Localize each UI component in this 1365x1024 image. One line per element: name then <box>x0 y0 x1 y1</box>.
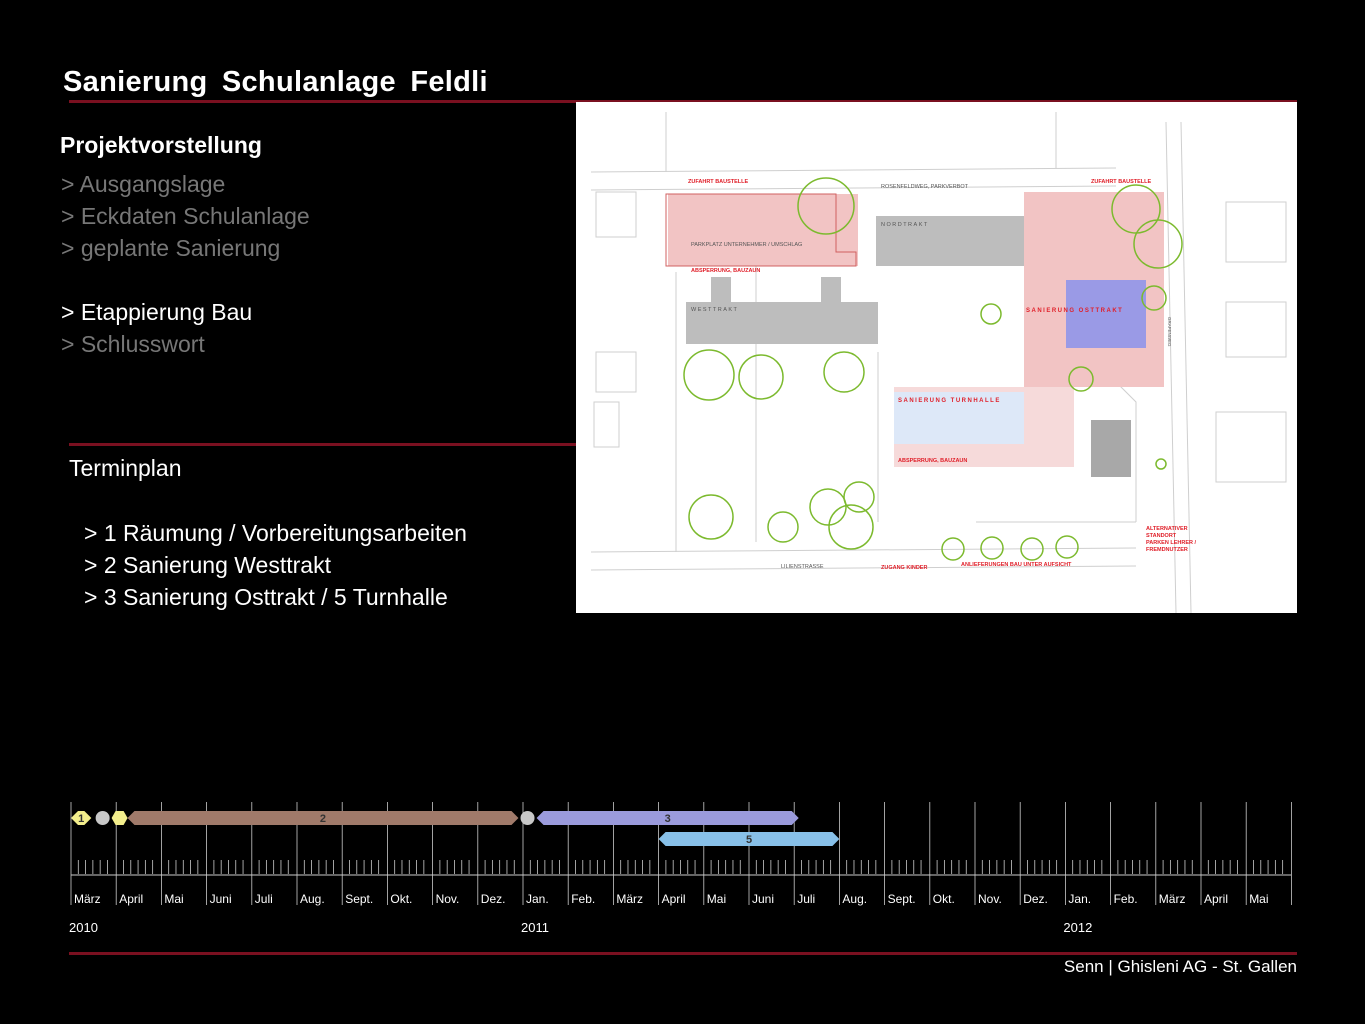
section-subtitle: Projektvorstellung <box>60 132 262 158</box>
month-label: Mai <box>1249 892 1269 906</box>
building-annex <box>1091 420 1131 477</box>
label-zufahrt-left: ZUFAHRT BAUSTELLE <box>688 179 749 185</box>
year-label: 2012 <box>1063 920 1093 935</box>
label-zufahrt-right: ZUFAHRT BAUSTELLE <box>1091 179 1152 185</box>
month-label: März <box>1158 892 1186 906</box>
label-sanierung-osttrakt: SANIERUNG OSTTRAKT <box>1026 308 1124 314</box>
parkplatz-zone <box>668 194 858 266</box>
month-label: Mai <box>706 892 727 906</box>
month-label: Dez. <box>480 892 506 906</box>
phase-bar-label: 2 <box>319 813 327 825</box>
month-label: Jan. <box>526 892 549 906</box>
label-street-bottom: LILIENSTRASSE <box>781 564 824 570</box>
label-parken: PARKEN LEHRER / <box>1146 540 1197 546</box>
milestone-diamond <box>112 811 128 825</box>
building-osttrakt <box>1066 280 1146 348</box>
month-label: Dez. <box>1023 892 1048 906</box>
month-label: Juni <box>752 892 775 906</box>
month-label: Jan. <box>1068 892 1092 906</box>
label-nordtrakt: NORDTRAKT <box>881 222 929 228</box>
nav-item-schlusswort[interactable]: > Schlusswort <box>61 331 205 357</box>
label-westtrakt: WESTTRAKT <box>691 307 739 313</box>
label-street-top: ROSENFELDWEG, PARKVERBOT <box>881 184 968 190</box>
label-sanierung-turnhalle: SANIERUNG TURNHALLE <box>898 398 1001 404</box>
month-label: März <box>616 892 644 906</box>
page-title: Sanierung Schulanlage Feldli <box>63 66 488 98</box>
label-standort: STANDORT <box>1146 533 1177 539</box>
label-absperrung-bottom: ABSPERRUNG, BAUZAUN <box>898 458 968 464</box>
terminplan-heading: Terminplan <box>69 455 182 481</box>
label-street-right: GRAFENWEG <box>1167 317 1172 347</box>
middle-rule <box>69 443 579 446</box>
month-label: April <box>1204 892 1229 906</box>
month-label: Sept. <box>345 892 374 906</box>
label-anlieferungen: ANLIEFERUNGEN BAU UNTER AUFSICHT <box>961 562 1072 568</box>
phase-item-1: > 1 Räumung / Vorbereitungsarbeiten <box>84 520 467 546</box>
label-fremdnutzer: FREMDNUTZER <box>1146 547 1188 553</box>
month-label: Okt. <box>390 892 413 906</box>
label-absperrung-top: ABSPERRUNG, BAUZAUN <box>691 268 761 274</box>
timeline <box>0 790 1365 940</box>
label-parkplatz: PARKPLATZ UNTERNEHMER / UMSCHLAG <box>691 242 803 248</box>
milestone-circle <box>96 811 110 825</box>
phase-bar-label: 5 <box>745 834 753 846</box>
phase-bar-label: 1 <box>78 813 85 825</box>
month-label: Nov. <box>978 892 1002 906</box>
label-alternativer: ALTERNATIVER <box>1146 526 1188 532</box>
year-label: 2011 <box>521 920 549 935</box>
footer-rule <box>69 952 1297 955</box>
phase-item-3: > 3 Sanierung Osttrakt / 5 Turnhalle <box>84 584 448 610</box>
month-label: Feb. <box>571 892 596 906</box>
nav-item-geplante-sanierung[interactable]: > geplante Sanierung <box>61 235 281 261</box>
nav-item-ausgangslage[interactable]: > Ausgangslage <box>61 171 226 197</box>
nav-item-etappierung[interactable]: > Etappierung Bau <box>61 299 253 325</box>
footer-credit: Senn | Ghisleni AG - St. Gallen <box>1063 957 1297 976</box>
month-label: Nov. <box>435 892 460 906</box>
milestone-circle <box>521 811 535 825</box>
month-label: Feb. <box>1113 892 1138 906</box>
nav-item-eckdaten[interactable]: > Eckdaten Schulanlage <box>61 203 310 229</box>
month-label: Juli <box>797 892 816 906</box>
month-label: April <box>661 892 686 906</box>
month-label: Aug. <box>842 892 868 906</box>
month-label: Mai <box>164 892 184 906</box>
label-zugang-kinder: ZUGANG KINDER <box>881 565 928 571</box>
site-plan-drawing <box>576 102 1297 613</box>
month-label: Sept. <box>887 892 916 906</box>
month-label: Juli <box>254 892 273 906</box>
month-label: Aug. <box>300 892 325 906</box>
site-plan <box>576 102 1297 613</box>
month-label: April <box>119 892 144 906</box>
month-label: Juni <box>209 892 232 906</box>
timeline-chart <box>0 790 1365 940</box>
month-label: März <box>74 892 101 906</box>
phase-bar-label: 3 <box>664 813 671 825</box>
month-label: Okt. <box>932 892 955 906</box>
phase-item-2: > 2 Sanierung Westtrakt <box>84 552 331 578</box>
year-label: 2010 <box>69 920 98 935</box>
